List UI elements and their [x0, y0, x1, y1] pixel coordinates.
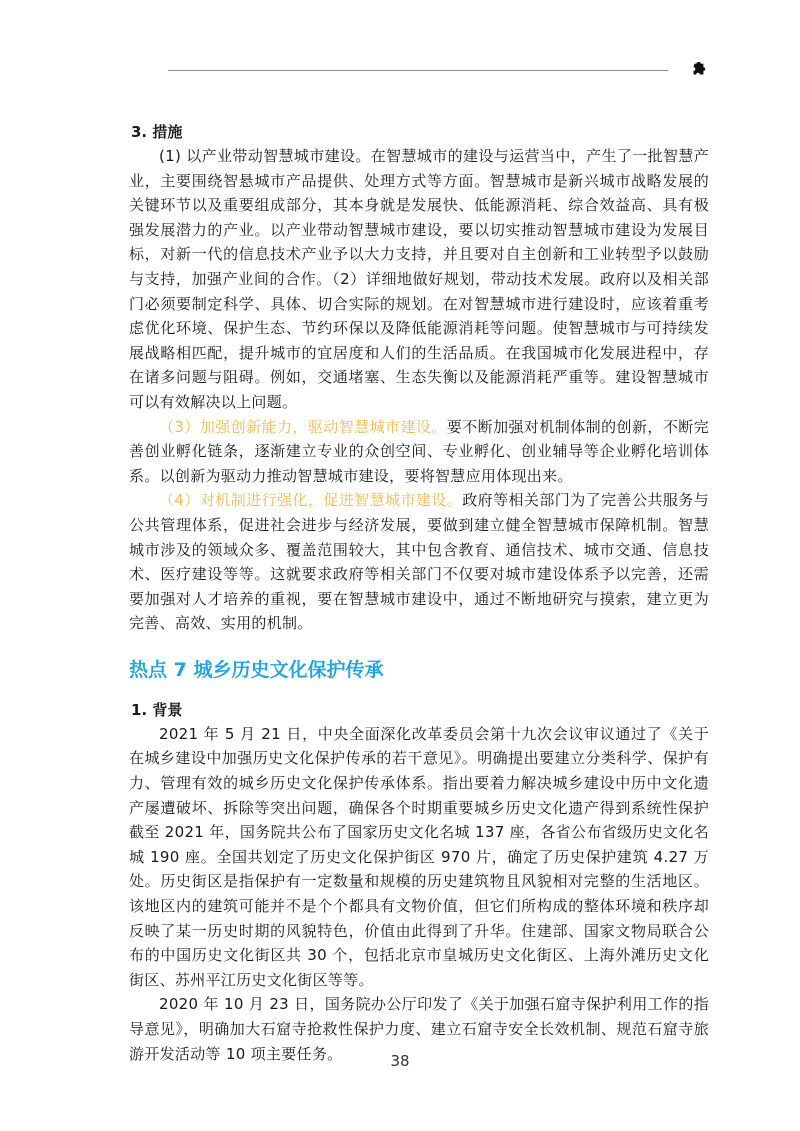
puzzle-piece-icon: [689, 61, 707, 79]
highlight-measure-3: （3）加强创新能力，驱动智慧城市建设。: [159, 417, 447, 436]
text-measure-3: 要不断加强对机制体制的创新，不断完善创业孵化链条，逐渐建立专业的众创空间、专业孵化、创业辅导等企业孵化培训体系。以创新为驱动力推动智慧城市建设，要将智慧应用体现出来。: [129, 417, 709, 485]
paragraph-background-2: 2020 年 10 月 23 日，国务院办公厅印发了《关于加强石窟寺保护利用工作的指导意见》，明确加大石窟寺抢救性保护力度、建立石窟寺安全长效机制、规范石窟寺旅游开发活动等 10 项主要任务。: [129, 995, 709, 1063]
section-heading-background: 1. 背景: [131, 700, 183, 719]
paragraph-background-1: 2021 年 5 月 21 日，中央全面深化改革委员会第十九次会议审议通过了《关于在城乡建设中加强历史文化保护传承的若干意见》。明确提出要建立分类科学、保护有力、管理有效的城乡历史文化保护传承体系。指出要着力解决城乡建设中历中文化遗产屡遭破坏、拆除等突出问题，确保各个时期重要城乡历史文化遗产得到系统性保护截至 2021 年，国务院共公布了国家历史文化名城 137 座，各省公布省级历史文化名城 190 座。全国共划定了历史文化保护街区 970 片，确定了历史保护建筑 4.27 万处。历史街区是指保护有一定数量和规模的历史建筑物且风貌相对完整的生活地区。该地区内的建筑可能并不是个个都具有文物价值，但它们所构成的整体环境和秩序却反映了某一历史时期的风貌特色，价值由此得到了升华。住建部、国家文物局联合公布的中国历史文化街区共 30 个，包括北京市皇城历史文化街区、上海外滩历史文化街区、苏州平江历史文化街区等等。: [129, 724, 709, 989]
header-rule: [168, 70, 668, 71]
hotspot-title: 热点 7 城乡历史文化保护传承: [129, 658, 384, 681]
highlight-measure-4: （4）对机制进行强化，促进智慧城市建设。: [159, 491, 463, 510]
paragraph-measure-3: [129, 415, 709, 489]
section-heading-measures: 3. 措施: [131, 123, 183, 141]
page-content: [129, 118, 709, 1066]
paragraph-measures-1-2: (1) 以产业带动智慧城市建设。在智慧城市的建设与运营当中，产生了一批智慧产业，主要围绕智悬城市产品提供、处理方式等方面。智慧城市是新兴城市战略发展的关键环节以及重要组成部分，其本身就是发展快、低能源消耗、综合效益高、具有极强发展潜力的产业。以产业带动智慧城市建设，要以切实推动智慧城市建设为发展目标，对新一代的信息技术产业予以大力支持，并且要对自主创新和工业转型予以鼓励与支持，加强产业间的合作。（2）详细地做好规划，带动技术发展。政府以及相关部门必须要制定科学、具体、切合实际的规划。在对智慧城市进行建设时，应该着重考虑优化环境、保护生态、节约环保以及降低能源消耗等问题。使智慧城市与可持续发展战略相匹配，提升城市的宜居度和人们的生活品质。在我国城市化发展进程中，存在诸多问题与阻碍。例如，交通堵塞、生态失衡以及能源消耗严重等。建设智慧城市可以有效解决以上问题。: [129, 147, 709, 411]
text-measure-4: 政府等相关部门为了完善公共服务与公共管理体系，促进社会进步与经济发展，要做到建立健全智慧城市保障机制。智慧城市涉及的领域众多、覆盖范围较大，其中包含教育、通信技术、城市交通、信息技术、医疗建设等等。这就要求政府等相关部门不仅要对城市建设体系予以完善，还需要加强对人才培养的重视，要在智慧城市建设中，通过不断地研究与摸索，建立更为完善、高效、实用的机制。: [129, 491, 709, 633]
paragraph-measure-4: [129, 488, 709, 636]
page-number: 38: [390, 1052, 410, 1070]
